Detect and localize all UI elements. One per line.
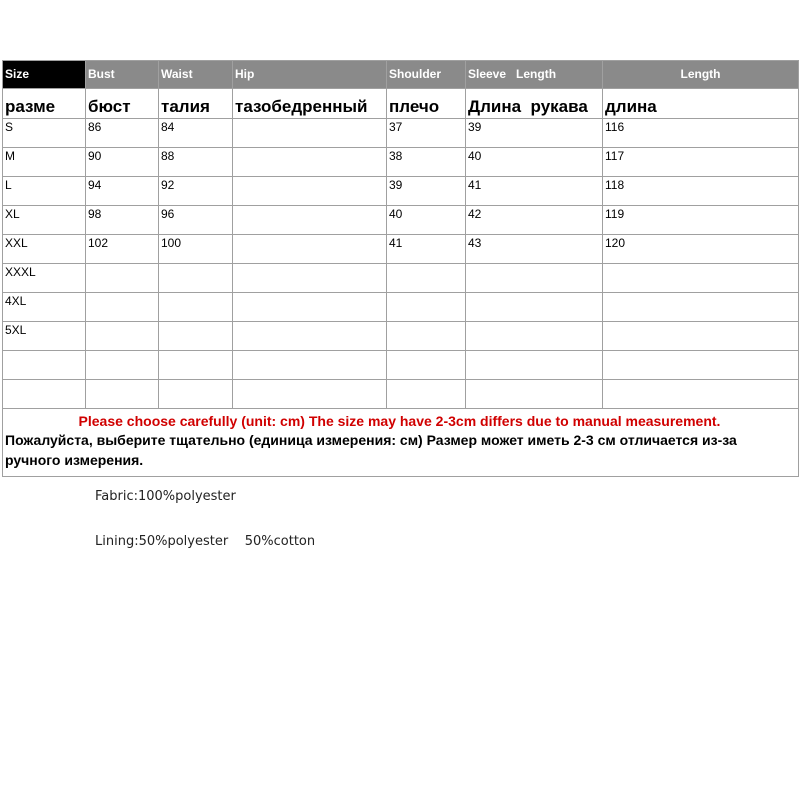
cell-hip (233, 148, 387, 177)
cell-length: 118 (603, 177, 799, 206)
header-size: Size (3, 61, 86, 89)
cell-size: XL (3, 206, 86, 235)
cell-hip (233, 177, 387, 206)
cell-size (3, 380, 86, 409)
cell-size: 4XL (3, 293, 86, 322)
header-bust: Bust (86, 61, 159, 89)
cell-bust: 94 (86, 177, 159, 206)
header-waist: Waist (159, 61, 233, 89)
cell-sleeve-length (466, 351, 603, 380)
table-row (3, 322, 799, 351)
table-row (3, 235, 799, 264)
cell-waist: 88 (159, 148, 233, 177)
note-russian: Пожалуйста, выберите тщательно (единица измерения: см) Размер может иметь 2-3 см отличается из-за ручного измерения. (5, 432, 737, 468)
cell-shoulder (387, 380, 466, 409)
cell-sleeve-length (466, 264, 603, 293)
cell-shoulder: 40 (387, 206, 466, 235)
cell-sleeve-length (466, 322, 603, 351)
cell-size: L (3, 177, 86, 206)
cell-bust: 102 (86, 235, 159, 264)
cell-size: M (3, 148, 86, 177)
cell-length (603, 293, 799, 322)
cell-bust (86, 380, 159, 409)
header-ru-size: разме (3, 89, 86, 119)
cell-bust: 90 (86, 148, 159, 177)
cell-size: XXL (3, 235, 86, 264)
cell-bust (86, 351, 159, 380)
cell-length (603, 351, 799, 380)
cell-shoulder (387, 322, 466, 351)
cell-hip (233, 264, 387, 293)
cell-sleeve-length: 39 (466, 119, 603, 148)
cell-sleeve-length: 43 (466, 235, 603, 264)
cell-waist (159, 293, 233, 322)
cell-waist: 92 (159, 177, 233, 206)
header-ru-bust: бюст (86, 89, 159, 119)
table-row (3, 177, 799, 206)
note-cell (3, 409, 799, 477)
header-ru-shoulder: плечо (387, 89, 466, 119)
table-row (3, 264, 799, 293)
cell-hip (233, 235, 387, 264)
cell-length: 116 (603, 119, 799, 148)
cell-sleeve-length: 42 (466, 206, 603, 235)
cell-hip (233, 380, 387, 409)
header-ru-waist: талия (159, 89, 233, 119)
cell-shoulder: 38 (387, 148, 466, 177)
table-row (3, 380, 799, 409)
cell-shoulder: 41 (387, 235, 466, 264)
header-row-russian (3, 89, 799, 119)
cell-length (603, 322, 799, 351)
cell-hip (233, 119, 387, 148)
cell-length (603, 380, 799, 409)
header-ru-hip: тазобедренный (233, 89, 387, 119)
lining-composition: Lining:50%polyester 50%cotton (95, 534, 316, 549)
cell-bust (86, 293, 159, 322)
cell-bust: 98 (86, 206, 159, 235)
cell-shoulder (387, 264, 466, 293)
cell-shoulder (387, 351, 466, 380)
cell-waist (159, 322, 233, 351)
cell-waist: 96 (159, 206, 233, 235)
cell-length: 120 (603, 235, 799, 264)
cell-hip (233, 293, 387, 322)
size-chart-table (2, 60, 799, 477)
header-sleeve-length: Sleeve Length (466, 61, 603, 89)
cell-waist (159, 351, 233, 380)
cell-bust (86, 322, 159, 351)
header-row-english (3, 61, 799, 89)
cell-waist: 84 (159, 119, 233, 148)
cell-size: S (3, 119, 86, 148)
cell-shoulder (387, 293, 466, 322)
cell-bust (86, 264, 159, 293)
cell-bust: 86 (86, 119, 159, 148)
cell-shoulder: 39 (387, 177, 466, 206)
cell-length: 119 (603, 206, 799, 235)
cell-waist (159, 380, 233, 409)
fabric-composition: Fabric:100%polyester (95, 489, 236, 504)
header-ru-length: длина (603, 89, 799, 119)
table-row (3, 351, 799, 380)
cell-hip (233, 322, 387, 351)
cell-hip (233, 351, 387, 380)
cell-sleeve-length: 41 (466, 177, 603, 206)
table-row (3, 148, 799, 177)
note-english: Please choose carefully (unit: cm) The size may have 2-3cm differs due to manual measurement. (78, 413, 721, 429)
cell-size (3, 351, 86, 380)
cell-waist (159, 264, 233, 293)
cell-sleeve-length: 40 (466, 148, 603, 177)
table-row (3, 293, 799, 322)
cell-hip (233, 206, 387, 235)
note-row (3, 409, 799, 477)
cell-shoulder: 37 (387, 119, 466, 148)
cell-length (603, 264, 799, 293)
header-ru-sleeve-length: Длина рукава (466, 89, 603, 119)
cell-sleeve-length (466, 380, 603, 409)
cell-waist: 100 (159, 235, 233, 264)
cell-length: 117 (603, 148, 799, 177)
header-hip: Hip (233, 61, 387, 89)
table-row (3, 206, 799, 235)
cell-sleeve-length (466, 293, 603, 322)
cell-size: XXXL (3, 264, 86, 293)
table-row (3, 119, 799, 148)
header-shoulder: Shoulder (387, 61, 466, 89)
header-length: Length (603, 61, 799, 89)
cell-size: 5XL (3, 322, 86, 351)
